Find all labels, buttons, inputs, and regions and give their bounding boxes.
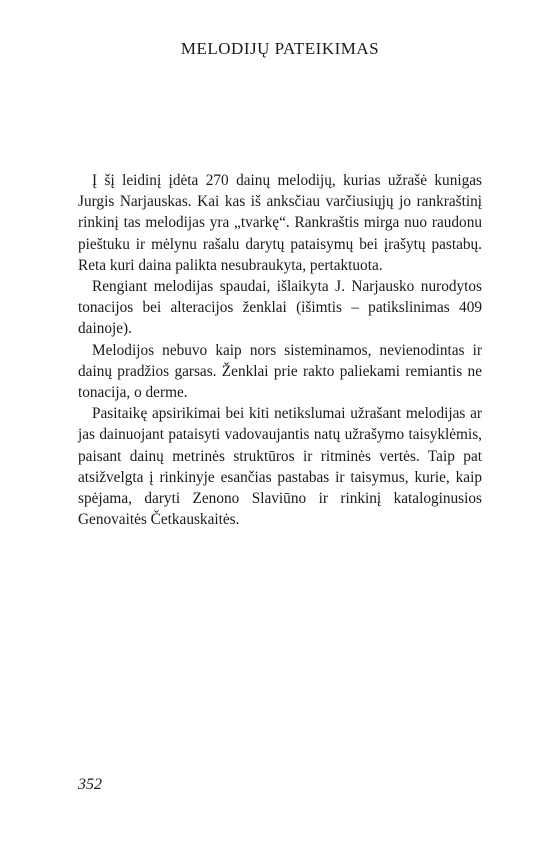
page-title: MELODIJŲ PATEIKIMAS — [180, 39, 380, 58]
page-number: 352 — [78, 776, 102, 793]
paragraph-2: Rengiant melodijas spaudai, išlaikyta J. Narjausko nurodytos tonacijos bei alteracijos ženklai (išimtis – patikslinimas 409 dainoje). — [78, 278, 482, 338]
paragraph-4: Pasitaikę apsirikimai bei kiti netikslumai užrašant melodijas ar jas dainuojant pataisyti vadovaujantis natų užrašymo taisyklėmis, paisant dainų metrinės struktūros ir ritminės vertės. Taip pat atsižvelgta į rinkinyje esančias pastabas ir taisymus, kurie, kaip spėjama, daryti Zenono Slaviūno ir rinkinį kataloginusios Genovaitės Četkauskaitės. — [78, 405, 482, 529]
body-text — [78, 170, 482, 530]
paragraph-3: Melodijos nebuvo kaip nors sisteminamos, nevienodintas ir dainų pradžios garsas. Ženklai prie rakto paliekami remiantis ne tonacija, o derme. — [78, 341, 482, 402]
paragraph-1: Į šį leidinį įdėta 270 dainų melodijų, kurias užrašė kunigas Jurgis Narjauskas. Kai kas iš anksčiau varčiusiųjų jo rankraštinį rinkinį tas melodijas yra „tvarkę“. Rankraštis mirga nuo raudonu pieštuku ir mėlynu rašalu darytų pataisymų bei įrašytų pastabų. Reta kuri daina palikta nesubraukyta, pertaktuota. — [78, 172, 482, 274]
